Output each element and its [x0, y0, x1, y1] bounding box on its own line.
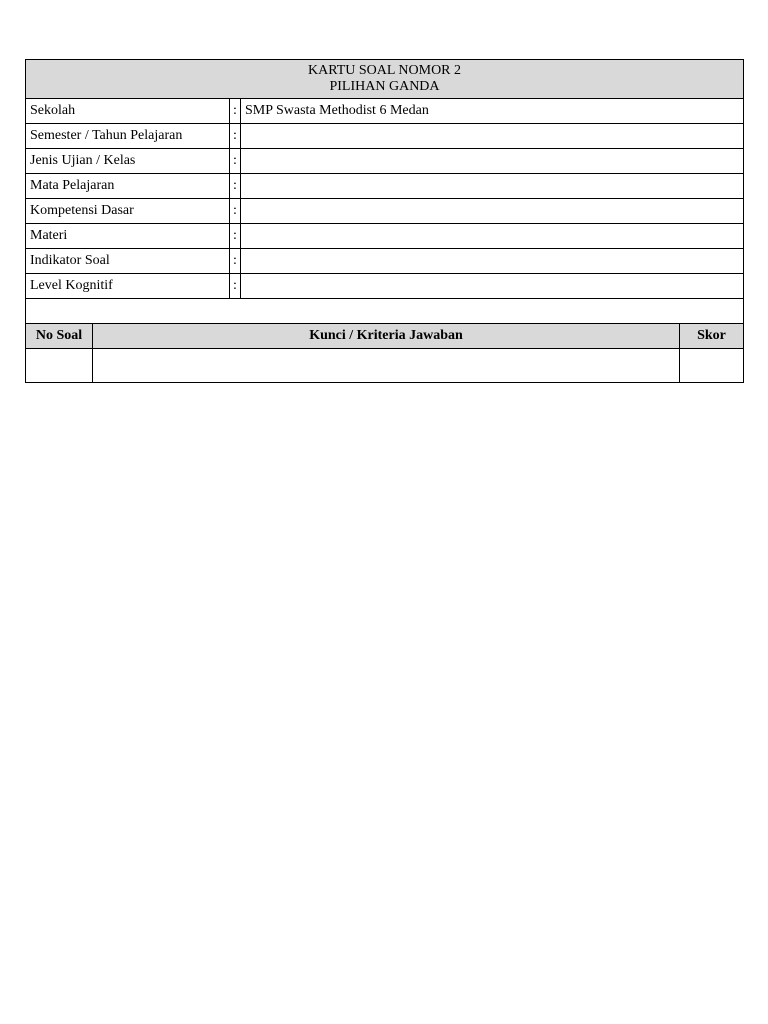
field-value — [241, 199, 744, 224]
answer-no-soal — [26, 349, 93, 383]
field-label: Jenis Ujian / Kelas — [26, 149, 230, 174]
field-row-mata-pelajaran — [26, 174, 744, 199]
field-separator: : — [230, 124, 241, 149]
header-kunci: Kunci / Kriteria Jawaban — [93, 324, 680, 349]
answer-kunci — [93, 349, 680, 383]
field-label: Indikator Soal — [26, 249, 230, 274]
answer-row — [26, 349, 744, 383]
field-separator: : — [230, 199, 241, 224]
field-separator: : — [230, 149, 241, 174]
card-title — [26, 60, 744, 99]
field-row-jenis-ujian — [26, 149, 744, 174]
field-row-semester — [26, 124, 744, 149]
field-separator: : — [230, 249, 241, 274]
field-value — [241, 124, 744, 149]
field-label: Materi — [26, 224, 230, 249]
field-row-materi — [26, 224, 744, 249]
field-value: SMP Swasta Methodist 6 Medan — [241, 99, 744, 124]
question-card — [25, 59, 743, 383]
answer-header-row — [26, 324, 744, 349]
field-row-indikator-soal — [26, 249, 744, 274]
card-title-line-1: KARTU SOAL NOMOR 2 — [307, 63, 462, 78]
header-no-soal: No Soal — [26, 324, 93, 349]
field-label: Semester / Tahun Pelajaran — [26, 124, 230, 149]
field-value — [241, 274, 744, 299]
field-label: Sekolah — [26, 99, 230, 124]
answer-skor — [680, 349, 744, 383]
question-card-table — [25, 59, 744, 383]
field-value — [241, 224, 744, 249]
field-label: Level Kognitif — [26, 274, 230, 299]
card-title-line-2: PILIHAN GANDA — [329, 79, 440, 94]
field-value — [241, 149, 744, 174]
field-label: Mata Pelajaran — [26, 174, 230, 199]
field-separator: : — [230, 174, 241, 199]
field-row-level-kognitif — [26, 274, 744, 299]
header-skor: Skor — [680, 324, 744, 349]
card-title-row — [26, 60, 744, 99]
field-value — [241, 174, 744, 199]
question-area-row — [26, 299, 744, 324]
field-separator: : — [230, 224, 241, 249]
field-separator: : — [230, 99, 241, 124]
field-label: Kompetensi Dasar — [26, 199, 230, 224]
field-value — [241, 249, 744, 274]
field-row-sekolah — [26, 99, 744, 124]
field-separator: : — [230, 274, 241, 299]
question-area — [26, 299, 744, 324]
field-row-kompetensi-dasar — [26, 199, 744, 224]
